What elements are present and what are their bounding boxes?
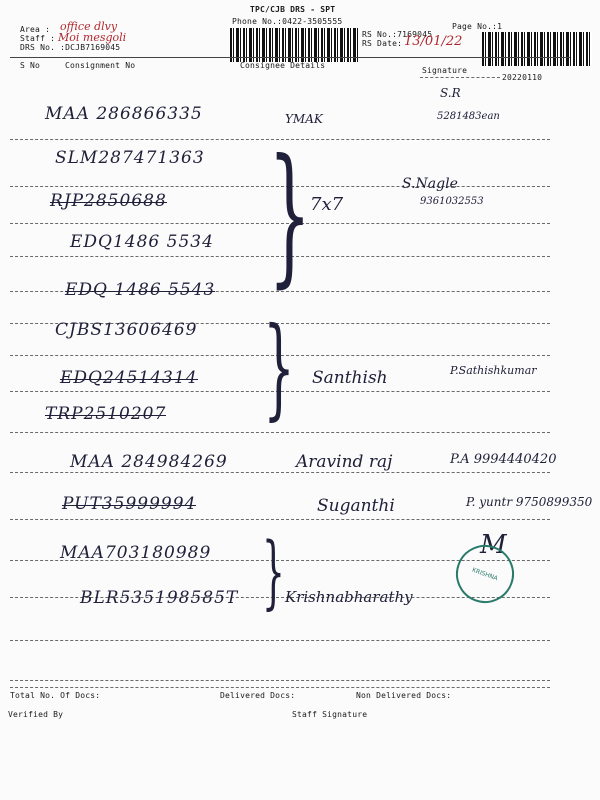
verified-by-label: Verified By (8, 710, 64, 719)
row-divider (10, 432, 550, 433)
total-docs-label: Total No. Of Docs: (10, 691, 101, 700)
staff-label: Staff : (20, 34, 56, 43)
consignment-number: EDQ24514314 (60, 368, 198, 388)
row-divider (10, 519, 550, 520)
staff-signature-label: Staff Signature (292, 710, 368, 719)
staff-value: Moi mesgoli (58, 31, 127, 44)
grouping-brace: } (261, 525, 285, 618)
consignment-number: SLM287471363 (55, 148, 205, 168)
consignment-number: RJP2850688 (50, 191, 167, 211)
signature-phone: 9361032553 (420, 196, 484, 207)
row-divider (10, 472, 550, 473)
page-number: Page No.:1 (452, 22, 503, 31)
drs-number: DRS No. :DCJB7169045 (20, 43, 121, 52)
consignment-number: BLR535198585T (80, 588, 239, 608)
signature-scribble: P.Sathishkumar (450, 364, 537, 377)
consignment-number: TRP2510207 (45, 404, 167, 424)
rs-number: RS No.:7169045 (362, 30, 433, 39)
consignment-number: CJBS13606469 (55, 320, 198, 340)
consignment-number: EDQ1486 5534 (70, 232, 214, 252)
signature-scribble: S.R (440, 86, 461, 100)
signature-scribble: S.Nagle (402, 176, 458, 192)
company-stamp: KRISHNA (448, 537, 522, 611)
signature-phone: 5281483ean (437, 111, 500, 122)
barcode-right (482, 32, 592, 66)
row-divider (10, 640, 550, 641)
delivered-docs-label: Delivered Docs: (220, 691, 296, 700)
signature-phone: P.A 9994440420 (450, 452, 557, 467)
column-header-consignee: Consignee Details (240, 61, 326, 70)
document-title: TPC/CJB DRS - SPT (250, 5, 336, 14)
consignment-number: EDQ 1486 5543 (65, 280, 216, 300)
footer-divider (10, 687, 550, 688)
signature-phone: P. yuntr 9750899350 (466, 495, 593, 509)
consignment-number: MAA703180989 (60, 543, 212, 563)
non-delivered-docs-label: Non Delivered Docs: (356, 691, 452, 700)
area-value: office dlvy (60, 20, 118, 33)
consignment-number: PUT35999994 (62, 494, 197, 514)
rs-date-label: RS Date: (362, 39, 403, 48)
column-header-sno: S No (20, 61, 41, 70)
rs-date-value: 13/01/22 (404, 34, 463, 49)
column-header-signature: Signature (422, 66, 468, 75)
consignee-name: Krishnabharathy (285, 588, 413, 606)
consignment-number: MAA 284984269 (70, 452, 228, 472)
phone-number: Phone No.:0422-3505555 (232, 17, 343, 26)
consignee-name: Suganthi (317, 496, 395, 516)
consignee-name: YMAK (285, 112, 323, 126)
consignee-name: Santhish (312, 368, 388, 388)
consignment-number: MAA 286866335 (45, 104, 203, 124)
column-header-consignment: Consignment No (65, 61, 136, 70)
row-divider (10, 680, 550, 681)
signature-scribble: M (480, 530, 507, 560)
date-code: 20220110 (502, 73, 543, 82)
signature-underline (420, 77, 500, 78)
grouping-brace: } (268, 128, 312, 302)
consignee-name: 7x7 (310, 194, 344, 215)
grouping-brace: } (263, 303, 295, 431)
consignee-name: Aravind raj (296, 452, 393, 472)
header-divider (10, 57, 570, 58)
area-label: Area : (20, 25, 51, 34)
